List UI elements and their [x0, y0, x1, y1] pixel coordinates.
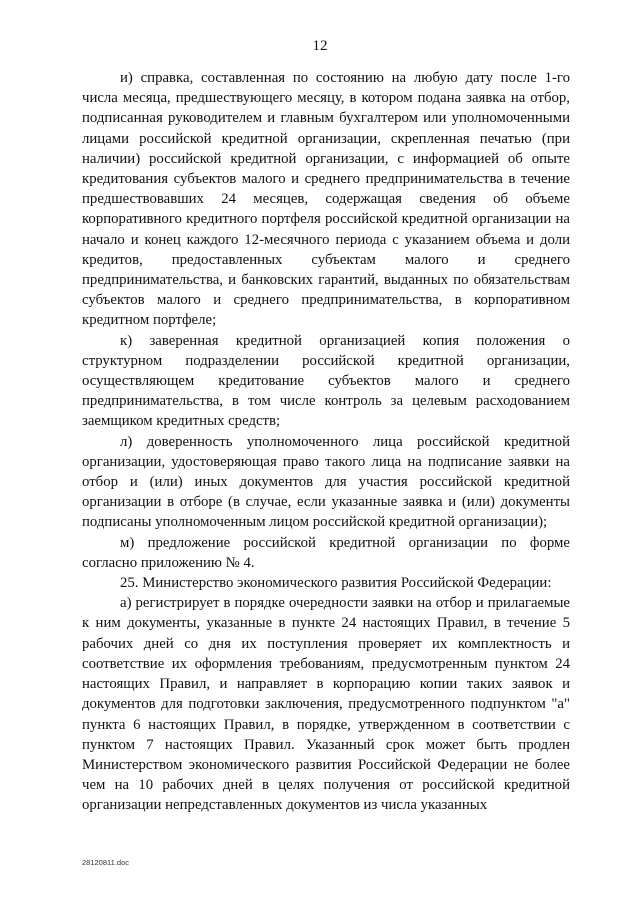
- page-number: 12: [312, 38, 328, 54]
- paragraph-25a: а) регистрирует в порядке очередности заявки на отбор и прилагаемые к ним документы, указанные в пункте 24 настоящих Правил, в течение 5 рабочих дней со дня их поступления проверяет их комплектность и соответствие их оформления требованиям, предусмотренным пунктом 24 настоящих Правил, и направляет в корпорацию копии таких заявок и документов для подготовки заключения, предусмотренного подпунктом "а" пункта 6 настоящих Правил, в порядке, утвержденном в соответствии с пунктом 7 настоящих Правил. Указанный срок может быть продлен Министерством экономического развития Российской Федерации не более чем на 10 рабочих дней в целях получения от российской кредитной организации непредставленных документов из числа указанных: [82, 595, 570, 814]
- paragraph-m: м) предложение российской кредитной организации по форме согласно приложению № 4.: [82, 534, 570, 571]
- paragraph-25: 25. Министерство экономического развития Российской Федерации:: [120, 575, 552, 592]
- paragraph-i: и) справка, составленная по состоянию на любую дату после 1-го числа месяца, предшествующего месяцу, в котором подана заявка на отбор, подписанная руководителем и главным бухгалтером или уполномоченными лицами российской кредитной организации, скрепленная печатью (при наличии) российской кредитной организации, с информацией об опыте кредитования субъектов малого и среднего предпринимательства в течение предшествовавших 24 месяцев, содержащая сведения об объеме корпоративного кредитного портфеля российской кредитной организации на начало и конец каждого 12-месячного периода с указанием объема и доли кредитов, предоставленных субъектам малого и среднего предпринимательства, и банковских гарантий, выданных по обязательствам субъектов малого и среднего предпринимательства, в корпоративном кредитном портфеле;: [82, 70, 570, 329]
- paragraph-l: л) доверенность уполномоченного лица российской кредитной организации, удостоверяющая право такого лица на подписание заявки на отбор и (или) иных документов для участия российской кредитной организации в отборе (в случае, если указанные заявка и (или) документы подписаны уполномоченным лицом российской кредитной организации);: [82, 433, 570, 531]
- document-body: [82, 68, 570, 816]
- paragraph-k: к) заверенная кредитной организацией копия положения о структурном подразделении российской кредитной организации, осуществляющем кредитование субъектов малого и среднего предпринимательства, в том числе контроль за целевым расходованием заемщиком кредитных средств;: [82, 332, 570, 430]
- footer-filename: 28120811.doc: [82, 858, 129, 867]
